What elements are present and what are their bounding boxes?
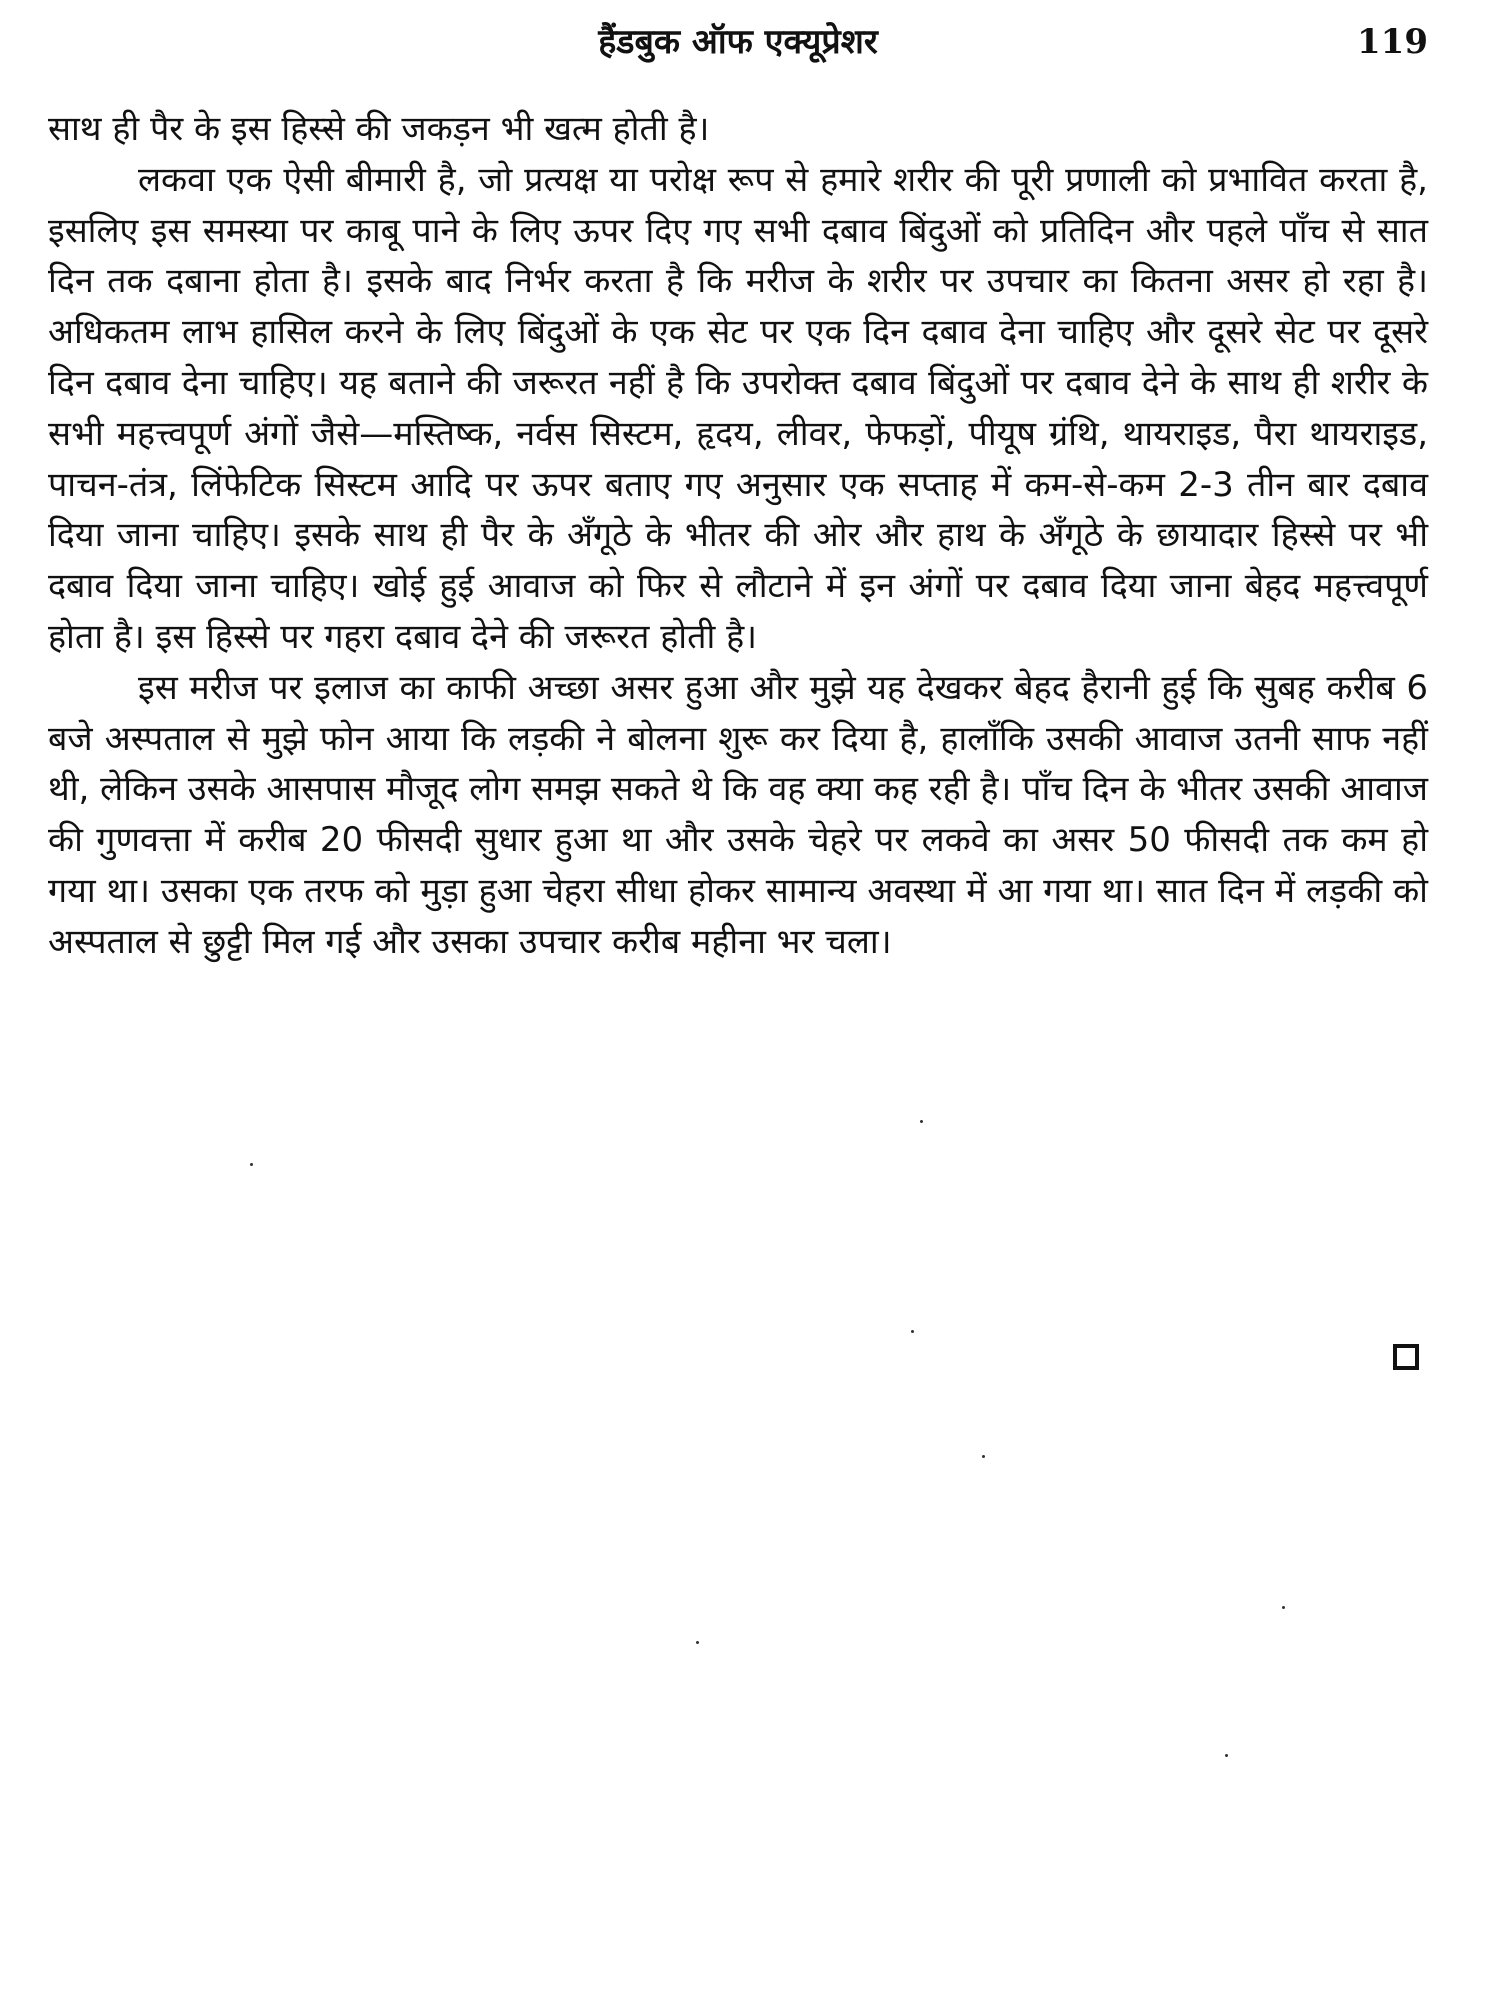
page-number: 119 <box>1357 22 1428 62</box>
running-header <box>48 18 1428 78</box>
body-text <box>48 104 1428 968</box>
paragraph-paralysis-treatment: लकवा एक ऐसी बीमारी है, जो प्रत्यक्ष या परोक्ष रूप से हमारे शरीर की पूरी प्रणाली को प्रभावित करता है, इसलिए इस समस्या पर काबू पाने के लिए ऊपर दिए गए सभी दबाव बिंदुओं को प्रतिदिन और पहले पाँच से सात दिन तक दबाना होता है। इसके बाद निर्भर करता है कि मरीज के शरीर पर उपचार का कितना असर हो रहा है। अधिकतम लाभ हासिल करने के लिए बिंदुओं के एक सेट पर एक दिन दबाव देना चाहिए और दूसरे सेट पर दूसरे दिन दबाव देना चाहिए। यह बताने की जरूरत नहीं है कि उपरोक्त दबाव बिंदुओं पर दबाव देने के साथ ही शरीर के सभी महत्त्वपूर्ण अंगों जैसे—मस्तिष्क, नर्वस सिस्टम, हृदय, लीवर, फेफड़ों, पीयूष ग्रंथि, थायराइड, पैरा थायराइड, पाचन-तंत्र, लिंफेटिक सिस्टम आदि पर ऊपर बताए गए अनुसार एक सप्ताह में कम-से-कम 2-3 तीन बार दबाव दिया जाना चाहिए। इसके साथ ही पैर के अँगूठे के भीतर की ओर और हाथ के अँगूठे के छायादार हिस्से पर भी दबाव दिया जाना चाहिए। खोई हुई आवाज को फिर से लौटाने में इन अंगों पर दबाव दिया जाना बेहद महत्त्वपूर्ण होता है। इस हिस्से पर गहरा दबाव देने की जरूरत होती है। <box>48 159 1428 657</box>
scan-speck <box>982 1455 985 1458</box>
scan-speck <box>696 1641 699 1644</box>
paragraph-continuation: साथ ही पैर के इस हिस्से की जकड़न भी खत्म होती है। <box>48 109 710 149</box>
scan-speck <box>1282 1606 1285 1609</box>
scan-speck <box>920 1120 923 1123</box>
scan-speck <box>1225 1754 1228 1757</box>
book-title: हैंडबुक ऑफ एक्यूप्रेशर <box>598 22 878 62</box>
end-of-section-square-icon <box>1393 1344 1419 1370</box>
paragraph-patient-recovery: इस मरीज पर इलाज का काफी अच्छा असर हुआ और मुझे यह देखकर बेहद हैरानी हुई कि सुबह करीब 6 बजे अस्पताल से मुझे फोन आया कि लड़की ने बोलना शुरू कर दिया है, हालाँकि उसकी आवाज उतनी साफ नहीं थी, लेकिन उसके आसपास मौजूद लोग समझ सकते थे कि वह क्या कह रही है। पाँच दिन के भीतर उसकी आवाज की गुणवत्ता में करीब 20 फीसदी सुधार हुआ था और उसके चेहरे पर लकवे का असर 50 फीसदी तक कम हो गया था। उसका एक तरफ को मुड़ा हुआ चेहरा सीधा होकर सामान्य अवस्था में आ गया था। सात दिन में लड़की को अस्पताल से छुट्टी मिल गई और उसका उपचार करीब महीना भर चला। <box>48 667 1428 962</box>
scan-speck <box>911 1330 914 1333</box>
scan-speck <box>250 1163 253 1166</box>
